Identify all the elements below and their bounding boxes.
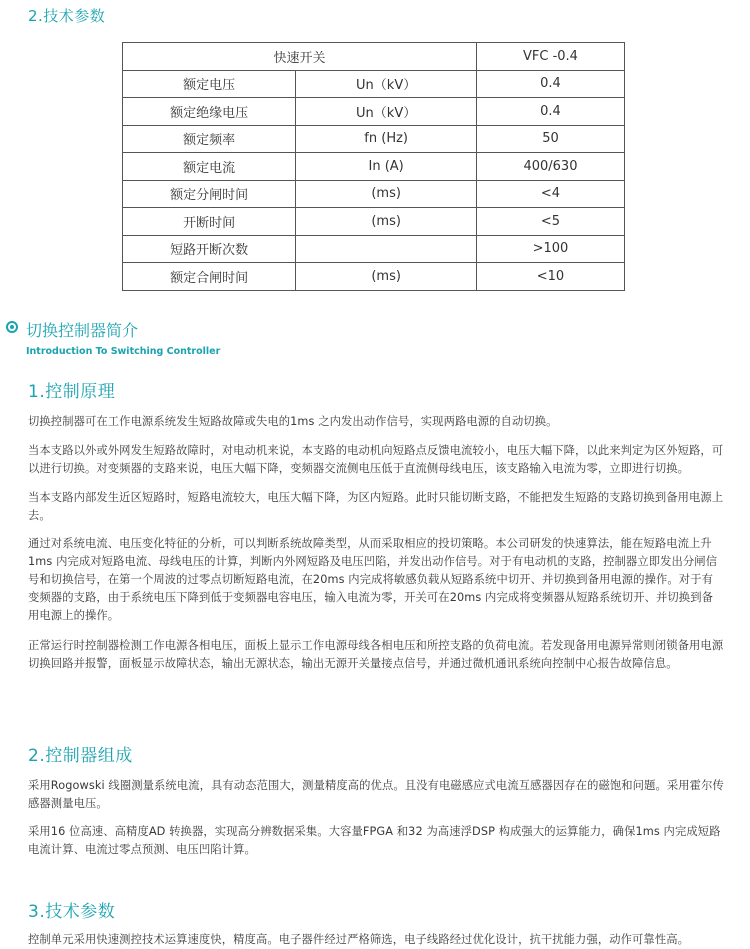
- tech-params-bottom-paragraph: 控制单元采用快速测控技术运算速度快，精度高。电子器件经过严格筛选，电子线路经过优化设计，抗干扰能力强，动作可靠性高。: [28, 933, 690, 946]
- spec-value: 0.4: [476, 98, 624, 126]
- spec-unit: fn (Hz): [296, 125, 477, 153]
- principle-heading: 1.控制原理: [28, 382, 116, 402]
- table-row: [123, 153, 625, 181]
- spec-table-header-row: [123, 43, 625, 71]
- composition-heading: 2.控制器组成: [28, 746, 133, 766]
- principle-paragraph: 正常运行时控制器检测工作电源各相电压，面板上显示工作电源母线各相电压和所控支路的负荷电流。若发现备用电源异常则闭锁备用电源切换回路并报警，面板显示故障状态，输出无源状态，输出无源开关量接点信号，并通过微机通讯系统向控制中心报告故障信息。: [28, 639, 724, 670]
- tech-params-heading: 2.技术参数: [28, 7, 106, 25]
- spec-param: 额定电压: [123, 70, 296, 98]
- spec-unit: Un（kV）: [296, 70, 477, 98]
- spec-value: 400/630: [476, 153, 624, 181]
- controller-intro-subtitle: Introduction To Switching Controller: [26, 346, 221, 357]
- spec-param: 短路开断次数: [123, 235, 296, 263]
- table-row: [123, 235, 625, 263]
- spec-value: <10: [476, 263, 624, 291]
- spec-param: 开断时间: [123, 208, 296, 236]
- spec-value: 50: [476, 125, 624, 153]
- spec-unit: (ms): [296, 180, 477, 208]
- spec-unit: In (A): [296, 153, 477, 181]
- table-row: [123, 263, 625, 291]
- spec-param: 额定分闸时间: [123, 180, 296, 208]
- spec-param: 额定绝缘电压: [123, 98, 296, 126]
- spec-header-value: VFC -0.4: [476, 43, 624, 71]
- spec-unit: [296, 235, 477, 263]
- table-row: [123, 180, 625, 208]
- principle-paragraph: 切换控制器可在工作电源系统发生短路故障或失电的1ms 之内发出动作信号，实现两路电源的自动切换。: [28, 415, 558, 428]
- tech-params-bottom-heading: 3.技术参数: [28, 902, 116, 922]
- table-row: [123, 98, 625, 126]
- table-row: [123, 125, 625, 153]
- spec-value: 0.4: [476, 70, 624, 98]
- spec-param: 额定频率: [123, 125, 296, 153]
- principle-paragraph: 当本支路内部发生近区短路时，短路电流较大，电压大幅下降，为区内短路。此时只能切断支路，不能把发生短路的支路切换到备用电源上去。: [28, 491, 724, 522]
- spec-unit: (ms): [296, 263, 477, 291]
- spec-unit: (ms): [296, 208, 477, 236]
- principle-paragraph: 当本支路以外或外网发生短路故障时，对电动机来说，本支路的电动机向短路点反馈电流较小，电压大幅下降，以此来判定为区外短路，可以进行切换。对变频器的支路来说，电压大幅下降，变频器交流侧电压低于直流侧母线电压，该支路输入电流为零，立即进行切换。: [28, 444, 724, 475]
- target-circle-icon: [6, 321, 18, 333]
- spec-value: <4: [476, 180, 624, 208]
- spec-table: [122, 42, 625, 291]
- table-row: [123, 208, 625, 236]
- spec-param: 额定合闸时间: [123, 263, 296, 291]
- principle-paragraph: 通过对系统电流、电压变化特征的分析，可以判断系统故障类型，从而采取相应的投切策略。本公司研发的快速算法，能在短路电流上升1ms 内完成对短路电流、母线电压的计算，判断内外网短路及电压凹陷，并发出动作信号。对于有电动机的支路，控制器立即发出分闸信号和切换信号，在第一个周波的过零点切断短路电流，在20ms 内完成将敏感负载从短路系统中切开、并切换到备用电源的操作。对于有变频器的支路，由于系统电压下降到低于变频器电容电压，输入电流为零，开关可在20ms 内完成将变频器从短路系统切开、并切换到备用电源上的操作。: [28, 537, 718, 622]
- spec-value: <5: [476, 208, 624, 236]
- controller-intro-title: 切换控制器简介: [26, 321, 139, 340]
- spec-param: 额定电流: [123, 153, 296, 181]
- composition-paragraph: 采用16 位高速、高精度AD 转换器，实现高分辨数据采集。大容量FPGA 和32 为高速浮DSP 构成强大的运算能力，确保1ms 内完成短路电流计算、电流过零点预测、电压凹陷计算。: [28, 825, 721, 856]
- table-row: [123, 70, 625, 98]
- spec-header-name: 快速开关: [123, 43, 477, 71]
- composition-paragraph: 采用Rogowski 线圈测量系统电流，具有动态范围大，测量精度高的优点。且没有电磁感应式电流互感器因存在的磁饱和问题。采用霍尔传感器测量电压。: [28, 779, 724, 810]
- spec-unit: Un（kV）: [296, 98, 477, 126]
- spec-value: >100: [476, 235, 624, 263]
